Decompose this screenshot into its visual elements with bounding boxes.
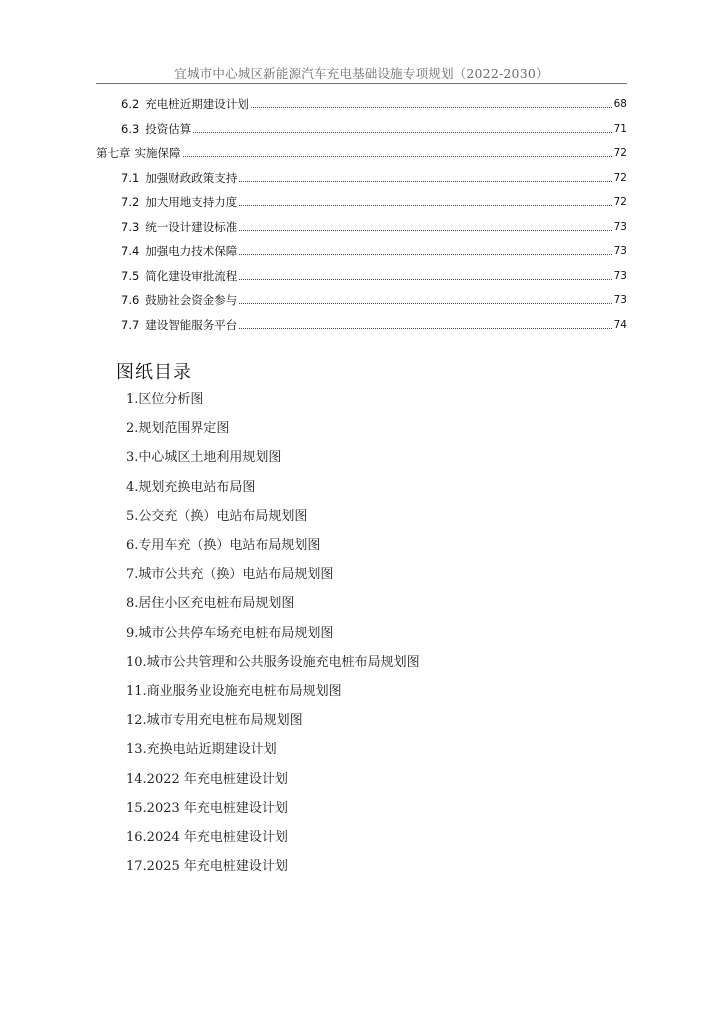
- toc-dot-leader: [239, 303, 611, 304]
- toc-page-number: 73: [613, 294, 627, 306]
- figure-list-item: 4.规划充换电站布局图: [126, 479, 256, 495]
- toc-entry-number: 7.6: [121, 293, 140, 307]
- toc-section-entry[interactable]: [121, 288, 627, 308]
- toc-entry-title: 加强财政政策支持: [145, 170, 238, 185]
- toc-entry-title: 投资估算: [145, 121, 192, 136]
- toc-entry-number: 7.4: [121, 244, 140, 258]
- toc-entry-number: 7.2: [121, 195, 140, 209]
- toc-entry-title: 加强电力技术保障: [145, 244, 238, 258]
- toc-entry-title: 建设智能服务平台: [145, 317, 238, 332]
- toc-entry-title: 鼓励社会资金参与: [145, 293, 238, 307]
- toc-dot-leader: [251, 107, 612, 108]
- figure-list-item: 7.城市公共充（换）电站布局规划图: [126, 567, 334, 583]
- toc-dot-leader: [239, 205, 611, 206]
- toc-page-number: 74: [613, 318, 627, 331]
- figure-list-item: 11.商业服务业设施充电桩布局规划图: [126, 684, 342, 699]
- toc-entry-number: 7.1: [121, 170, 140, 185]
- toc-page-number: 72: [613, 147, 627, 159]
- toc-dot-leader: [239, 230, 611, 231]
- toc-page-number: 72: [613, 196, 627, 208]
- toc-section-entry[interactable]: [121, 166, 627, 186]
- toc-page-number: 73: [613, 245, 627, 257]
- toc-page-number: 73: [613, 220, 627, 233]
- toc-section-entry[interactable]: [121, 239, 627, 259]
- figure-list-item: 9.城市公共停车场充电桩布局规划图: [126, 625, 334, 641]
- toc-page-number: 71: [613, 122, 627, 135]
- figure-list-item: 1.区位分析图: [126, 392, 204, 407]
- toc-entry-number: 7.5: [121, 268, 140, 283]
- toc-entry-title: 充电桩近期建设计划: [145, 97, 249, 111]
- toc-section-entry[interactable]: [121, 313, 627, 333]
- toc-dot-leader: [239, 181, 611, 182]
- figure-list-item: 8.居住小区充电桩布局规划图: [126, 596, 295, 612]
- toc-chapter-entry[interactable]: [96, 141, 627, 161]
- toc-entry-number: 7.7: [121, 317, 140, 332]
- toc-dot-leader: [239, 279, 611, 280]
- toc-entry-title: 加大用地支持力度: [145, 195, 238, 209]
- toc-dot-leader: [193, 132, 611, 133]
- toc-dot-leader: [239, 254, 611, 255]
- figure-list-item: 6.专用车充（换）电站布局规划图: [126, 538, 321, 553]
- figure-list-item: 5.公交充（换）电站布局规划图: [126, 508, 308, 524]
- toc-entry-title: 简化建设审批流程: [145, 268, 238, 283]
- figure-list-item: 3.中心城区土地利用规划图: [126, 450, 282, 466]
- figure-list-item: 10.城市公共管理和公共服务设施充电桩布局规划图: [126, 654, 420, 670]
- toc-page-number: 72: [613, 171, 627, 184]
- toc-entry-title: 实施保障: [134, 146, 181, 160]
- toc-section-entry[interactable]: [121, 117, 627, 137]
- toc-dot-leader: [183, 156, 612, 157]
- toc-entry-number: 6.2: [121, 97, 140, 111]
- figure-list-item: 15.2023 年充电桩建设计划: [126, 800, 288, 816]
- toc-section-entry[interactable]: [121, 215, 627, 235]
- figures-list-heading: 图纸目录: [116, 362, 192, 383]
- figure-list-item: 12.城市专用充电桩布局规划图: [126, 713, 303, 729]
- figure-list-item: 13.充换电站近期建设计划: [126, 742, 277, 758]
- toc-section-entry[interactable]: [121, 264, 627, 284]
- header-divider: [96, 83, 627, 84]
- toc-entry-number: 6.3: [121, 121, 140, 136]
- toc-entry-number: 第七章: [96, 146, 131, 160]
- toc-entry-title: 统一设计建设标准: [145, 219, 238, 234]
- running-header: 宜城市中心城区新能源汽车充电基础设施专项规划（2022-2030）: [174, 66, 549, 81]
- figure-list-item: 2.规划范围界定图: [126, 421, 230, 437]
- toc-dot-leader: [239, 328, 611, 329]
- figure-list-item: 17.2025 年充电桩建设计划: [126, 859, 288, 875]
- figure-list-item: 14.2022 年充电桩建设计划: [126, 771, 288, 787]
- figure-list-item: 16.2024 年充电桩建设计划: [126, 830, 288, 845]
- toc-section-entry[interactable]: [121, 92, 627, 112]
- toc-page-number: 73: [613, 269, 627, 282]
- toc-page-number: 68: [613, 98, 627, 110]
- toc-section-entry[interactable]: [121, 190, 627, 210]
- toc-entry-number: 7.3: [121, 219, 140, 234]
